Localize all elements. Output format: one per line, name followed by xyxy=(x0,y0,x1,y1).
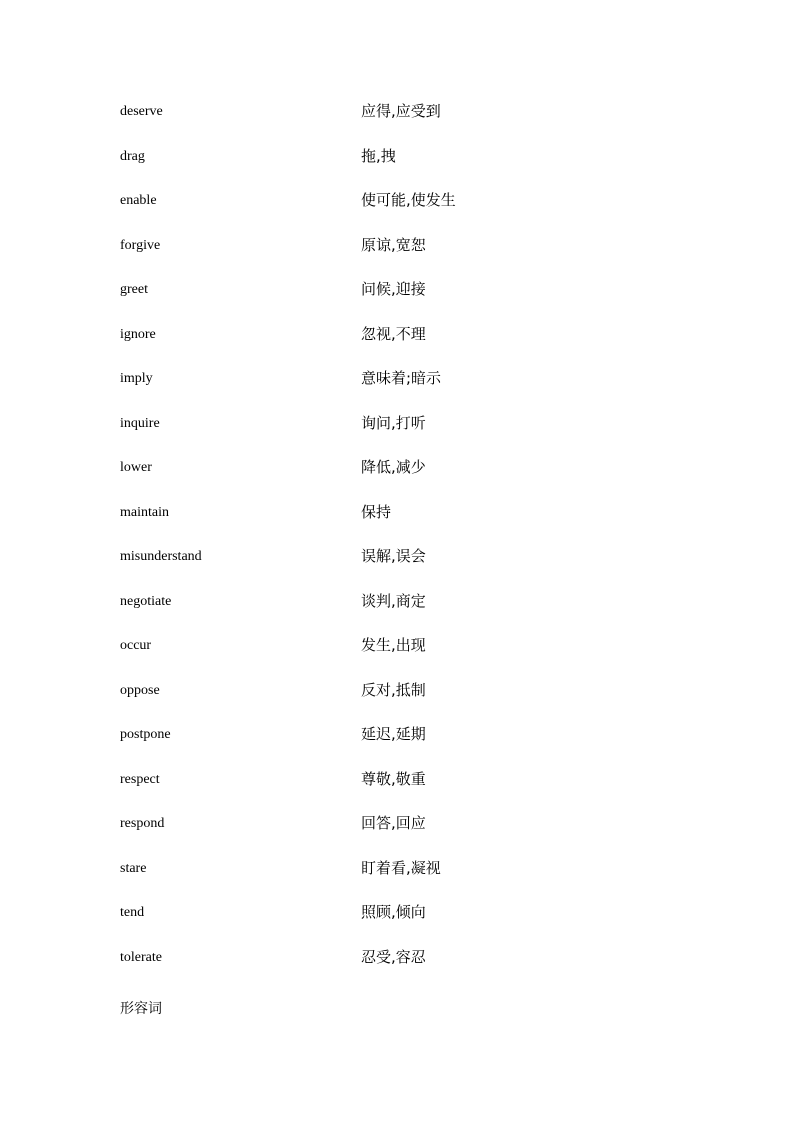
english-word: stare xyxy=(120,860,147,876)
vocabulary-row xyxy=(120,723,720,768)
english-word: tend xyxy=(120,905,145,920)
english-word: tolerate xyxy=(120,949,162,965)
english-word: forgive xyxy=(120,237,161,253)
english-word: postpone xyxy=(120,727,171,742)
chinese-meaning: 拖,拽 xyxy=(361,146,396,165)
chinese-meaning: 谈判,商定 xyxy=(361,591,426,610)
chinese-meaning: 发生,出现 xyxy=(361,636,426,654)
vocabulary-row xyxy=(120,812,720,857)
chinese-meaning: 意味着;暗示 xyxy=(361,369,442,387)
chinese-meaning: 误解,误会 xyxy=(361,547,426,565)
vocabulary-row xyxy=(120,679,720,724)
english-word: occur xyxy=(120,638,152,653)
chinese-meaning: 忍受,容忍 xyxy=(361,947,426,966)
english-word: ignore xyxy=(120,326,156,342)
english-word: respect xyxy=(120,771,160,787)
vocabulary-row xyxy=(120,456,720,501)
chinese-meaning: 回答,回应 xyxy=(361,814,426,832)
chinese-meaning: 原谅,宽恕 xyxy=(361,235,426,254)
english-word: oppose xyxy=(120,682,160,698)
vocabulary-row xyxy=(120,545,720,590)
vocabulary-row xyxy=(120,590,720,635)
english-word: deserve xyxy=(120,104,163,119)
vocabulary-row xyxy=(120,501,720,546)
vocabulary-row xyxy=(120,323,720,368)
chinese-meaning: 询问,打听 xyxy=(361,413,426,432)
english-word: misunderstand xyxy=(120,549,202,564)
english-word: inquire xyxy=(120,415,160,431)
vocabulary-row xyxy=(120,412,720,457)
english-word: enable xyxy=(120,193,157,208)
chinese-meaning: 问候,迎接 xyxy=(361,280,426,298)
section-heading-adjectives: 形容词 xyxy=(120,1001,162,1017)
chinese-meaning: 应得,应受到 xyxy=(361,102,441,120)
chinese-meaning: 使可能,使发生 xyxy=(361,191,456,209)
chinese-meaning: 延迟,延期 xyxy=(361,725,426,743)
vocabulary-row xyxy=(120,857,720,902)
chinese-meaning: 尊敬,敬重 xyxy=(361,769,426,788)
english-word: maintain xyxy=(120,504,169,520)
chinese-meaning: 降低,减少 xyxy=(361,458,426,476)
vocabulary-row xyxy=(120,145,720,190)
chinese-meaning: 忽视,不理 xyxy=(361,324,426,343)
vocabulary-row xyxy=(120,367,720,412)
vocabulary-row xyxy=(120,768,720,813)
chinese-meaning: 保持 xyxy=(361,502,392,521)
english-word: negotiate xyxy=(120,593,172,609)
english-word: imply xyxy=(120,371,153,386)
chinese-meaning: 照顾,倾向 xyxy=(361,903,426,921)
vocabulary-row xyxy=(120,634,720,679)
english-word: drag xyxy=(120,148,145,164)
chinese-meaning: 反对,抵制 xyxy=(361,680,426,699)
english-word: respond xyxy=(120,816,165,831)
vocabulary-row xyxy=(120,946,720,991)
vocabulary-row xyxy=(120,189,720,234)
vocabulary-list xyxy=(120,100,720,990)
english-word: greet xyxy=(120,282,148,297)
vocabulary-row xyxy=(120,901,720,946)
chinese-meaning: 盯着看,凝视 xyxy=(361,858,441,877)
vocabulary-row xyxy=(120,278,720,323)
english-word: lower xyxy=(120,460,152,475)
vocabulary-row xyxy=(120,100,720,145)
vocabulary-row xyxy=(120,234,720,279)
